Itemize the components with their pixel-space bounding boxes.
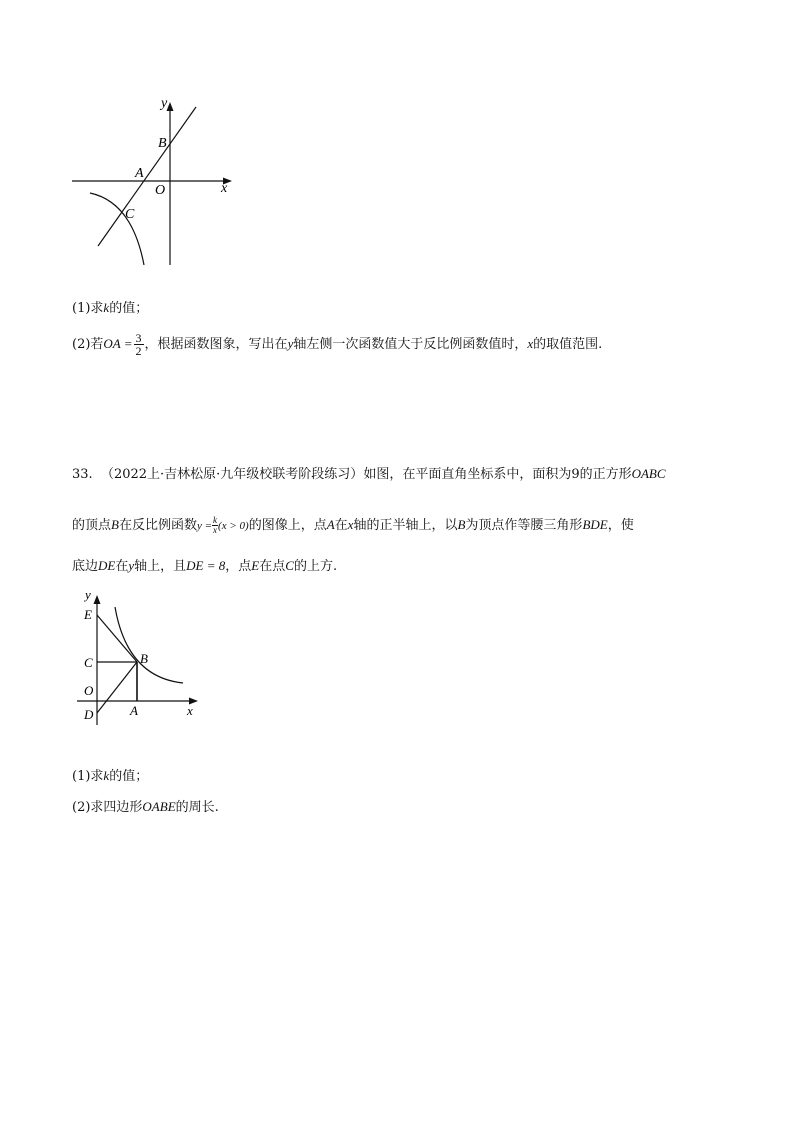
y-axis-arrow — [94, 595, 101, 604]
label-A: A — [130, 703, 138, 718]
fraction-k-x: $\frac{k}{x}$ — [213, 515, 218, 535]
q33-line2: 的顶点B在反比例函数y = $\frac{k}{x}$ (x > 0)的图像上，点A在x轴的正半轴上，以B为顶点作等腰三角形BDE，使 — [72, 515, 634, 535]
label-C: C — [125, 207, 135, 222]
label-A: A — [135, 166, 144, 181]
label-y: y — [161, 96, 168, 111]
label-C: C — [84, 655, 93, 670]
y-axis-arrow — [167, 102, 174, 111]
q32-part2: (2)若OA = $\frac{3}{2}$ ，根据函数图象，写出在y轴左侧一次函数值大于反比例函数值时，x的取值范围. — [72, 331, 603, 358]
q33-line3: 底边DE在y轴上，且DE = 8，点E在点C的上方. — [72, 558, 338, 574]
label-B: B — [158, 136, 167, 151]
hyperbola-curve — [115, 607, 183, 683]
q33-part1: (1)求k的值； — [72, 768, 149, 784]
figure-1-graph — [60, 90, 250, 275]
label-y: y — [85, 587, 91, 602]
label-x: x — [221, 181, 228, 196]
label-B: B — [140, 651, 148, 666]
label-x: x — [187, 703, 193, 718]
hyperbola-branch — [90, 193, 144, 265]
figure-2-graph — [75, 585, 215, 730]
q32-part1: (1)求k的值； — [72, 300, 149, 316]
label-O: O — [84, 683, 94, 698]
label-E: E — [84, 607, 92, 622]
fraction-3-2: $\frac{3}{2}$ — [135, 331, 142, 358]
q33-line1: 33. （2022上·吉林松原·九年级校联考阶段练习）如图，在平面直角坐标系中，面积为9的正方形OABC — [72, 466, 666, 482]
label-D: D — [84, 707, 94, 722]
segment-EB — [97, 615, 137, 662]
label-O: O — [155, 183, 166, 198]
linear-function-line — [98, 107, 196, 246]
q33-part2: (2)求四边形OABE的周长. — [72, 799, 219, 815]
